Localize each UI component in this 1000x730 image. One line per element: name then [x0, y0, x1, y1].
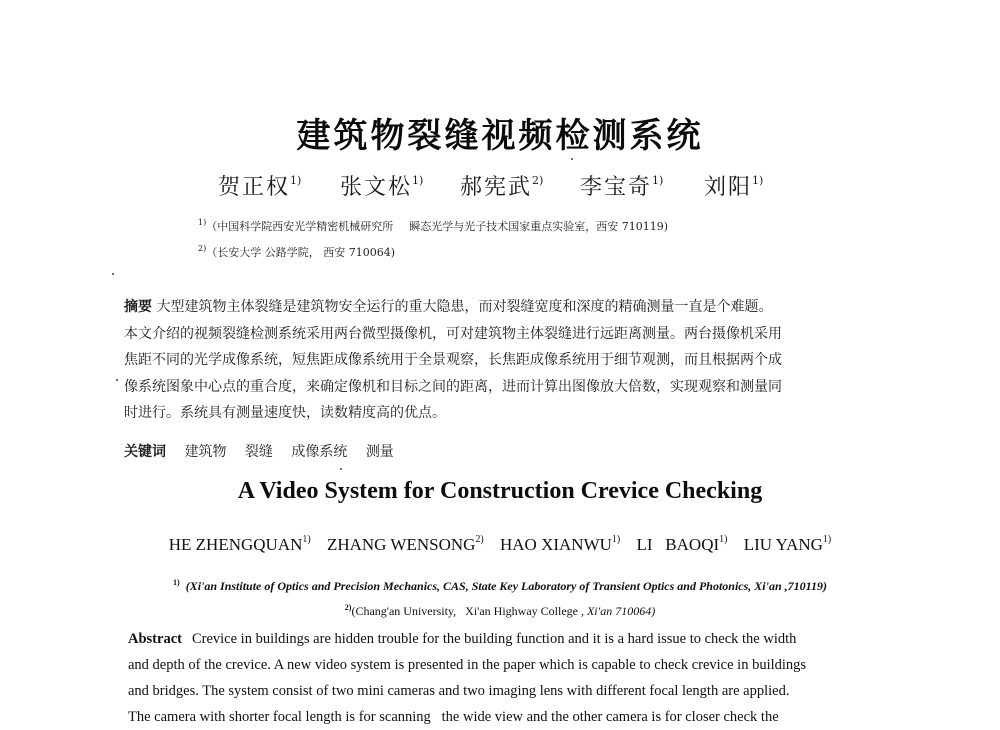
author-cn	[218, 170, 301, 201]
abstract-cn-line: 本文介绍的视频裂缝检测系统采用两台微型摄像机，可对建筑物主体裂缝进行远距离测量。两台摄像机采用	[124, 325, 782, 342]
author-name: ZHANG WENSONG	[326, 535, 476, 554]
author-affil-mark: 1)	[719, 534, 728, 545]
authors-chinese	[214, 170, 814, 204]
scan-speck	[116, 379, 118, 381]
abstract-chinese	[124, 294, 864, 427]
affil-text-italic: Xi'an 710064)	[586, 604, 656, 618]
author-affil-mark: 2)	[532, 174, 544, 187]
author-cn	[580, 170, 663, 201]
author-affil-mark: 1)	[611, 534, 621, 545]
abstract-english	[128, 626, 866, 730]
author-cn	[460, 170, 543, 201]
abstract-en-text: Crevice in buildings are hidden trouble for the building function and it is a hard issue to check the width	[191, 631, 797, 647]
author-name: LI BAOQI	[636, 535, 720, 554]
author-name: 李宝奇	[580, 175, 653, 200]
abstract-en-label: Abstract	[128, 631, 182, 647]
title-english: A Video System for Construction Crevice Checking	[237, 478, 763, 504]
abstract-en-line: and depth of the crevice. A new video system is presented in the paper which is capable to check crevice in buildings	[128, 657, 807, 673]
affil-text: (Chang'an University, Xi'an Highway College ,	[351, 604, 584, 618]
abstract-cn-label: 摘要	[124, 299, 152, 315]
author-name: 贺正权	[218, 175, 291, 200]
keyword: 测量	[365, 444, 394, 460]
author-name: HE ZHENGQUAN	[168, 535, 303, 554]
abstract-cn-line: 像系统图象中心点的重合度，来确定像机和目标之间的距离，进而计算出图像放大倍数，实现观察和测量同	[124, 378, 782, 395]
affil-mark: 1)	[173, 578, 180, 587]
scan-speck	[340, 468, 342, 470]
author-affil-mark: 1)	[752, 174, 764, 187]
author-affil-mark: 1)	[302, 534, 311, 545]
author-name: 郝宪武	[460, 175, 533, 200]
author-en	[637, 535, 728, 554]
author-en	[327, 535, 484, 554]
abstract-cn-line	[124, 294, 864, 321]
author-cn	[704, 170, 763, 201]
author-name: LIU YANG	[743, 535, 823, 554]
author-en	[169, 535, 311, 554]
affiliation-en-2	[0, 603, 1000, 619]
author-name: 刘阳	[704, 175, 753, 200]
author-cn	[340, 170, 423, 201]
abstract-cn-line: 时进行。系统具有测量速度快，读数精度高的优点。	[124, 405, 446, 421]
affiliation-cn-1	[198, 218, 668, 234]
affil-mark: 2)	[344, 603, 352, 612]
abstract-en-line: and bridges. The system consist of two mini cameras and two imaging lens with different focal length are applied.	[128, 683, 790, 699]
abstract-cn-line: 焦距不同的光学成像系统，短焦距成像系统用于全景观察，长焦距成像系统用于细节观测，而且根据两个成	[124, 352, 782, 368]
authors-english	[0, 534, 1000, 555]
abstract-en-line: The camera with shorter focal length is for scanning the wide view and the other camera is for closer check the	[128, 709, 779, 725]
author-name: 张文松	[340, 175, 413, 200]
author-affil-mark: 1)	[290, 174, 302, 187]
affil-text: （长安大学 公路学院， 西安 710064)	[206, 246, 395, 259]
affil-text: （中国科学院西安光学精密机械研究所	[206, 220, 394, 233]
affil-mark: 1)	[198, 218, 207, 227]
keyword: 裂缝	[244, 444, 273, 460]
abstract-cn-text: 大型建筑物主体裂缝是建筑物安全运行的重大隐患，而对裂缝宽度和深度的精确测量一直是个难题。	[156, 299, 773, 315]
author-affil-mark: 2)	[475, 534, 484, 545]
affiliation-cn-2	[198, 244, 395, 260]
author-affil-mark: 1)	[652, 174, 664, 187]
keyword: 成像系统	[291, 444, 348, 460]
keywords-chinese	[124, 441, 394, 461]
scan-speck	[112, 273, 114, 275]
affil-text-lab: 瞬态光学与光子技术国家重点实验室，西安 710119)	[409, 220, 668, 233]
author-affil-mark: 1)	[822, 534, 832, 545]
scan-speck	[571, 158, 573, 160]
author-en	[744, 535, 832, 554]
keywords-label: 关键词	[124, 444, 166, 460]
author-affil-mark: 1)	[412, 174, 424, 187]
affil-text: (Xi'an Institute of Optics and Precision Mechanics, CAS, State Key Laboratory of Transient Optics and Photonics, Xi'an ,710119)	[185, 579, 827, 593]
affil-mark: 2)	[198, 244, 207, 253]
title-chinese: 建筑物裂缝视频检测系统	[296, 116, 704, 156]
abstract-en-line	[128, 626, 866, 652]
author-en	[500, 535, 620, 554]
affiliation-en-1	[0, 578, 1000, 594]
keyword: 建筑物	[184, 444, 227, 460]
author-name: HAO XIANWU	[500, 535, 612, 554]
